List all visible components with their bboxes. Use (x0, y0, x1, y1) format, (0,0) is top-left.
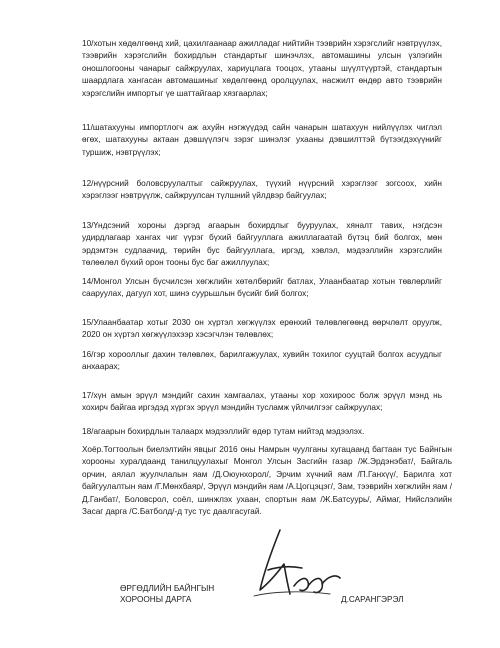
paragraph-item-18: 18/агаарын бохирдлын талаарх мэдээллийг өдөр тутам нийтэд мэдээлэх. (82, 427, 365, 436)
paragraph-item-12: 12/нүүрсний боловсруулалтыг сайжруулах, түүхий нүүрсний хэрэглээг зогсоох, хийн хэрэглээг нэвтрүүлж, сайжруулсан түлшний үйлдвэр байгуулах; (82, 179, 442, 201)
signatory-title (120, 583, 214, 605)
paragraph-item-10: 10/хотын хөдөлгөөнд хий, цахилгаанаар ажилладаг нийтийн тээврийн хэрэгслийг нэвтрүүлэх, тээврийн хэрэгслийн бохирдлын стандартыг шинэчлэх, автомашины улсын үзлэгийн оношлогооны чанарыг сайжруулах, хариуцлага тооцох, утааны шүүлтүүртэй, стандартын шаардлага хангасан автомашиныг хөдөлгөөнд оролцуулах, насжилт өндөр авто тээврийн хэрэгслийн импортыг үе шаттайгаар хязгаарлах; (82, 39, 442, 98)
paragraph-item-13: 13/Үндсэний хороны дэргэд агаарын бохирдлыг бууруулах, хяналт тавих, нэгдсэн удирдлагаар хангах чиг үүрэг бүхий байгууллага ажиллагаатай бүтэц бий болгох, мөн эрдэмтэн судлаачид, төрийн бус байгууллага, иргэд, хэвлэл, мэдээллийн хэрэгслийн төлөөлөл бүхий орон тооны бус баг ажиллуулах; (82, 221, 442, 268)
paragraph-item-15: 15/Улаанбаатар хотыг 2030 он хүртэл хөгжүүлэх ерөнхий төлөвлөгөөнд өөрчлөлт оруулж, 2020 он хүртэл хөгжүүлэхээр хэсэгчлэн төлөвлөх; (82, 318, 442, 340)
handwritten-signature (250, 520, 345, 602)
signatory-title-line2: ХОРООНЫ ДАРГА (120, 595, 192, 604)
signatory-name: Д.САРАНГЭРЭЛ (341, 595, 404, 604)
paragraph-item-11: 11/шатахууны импортлогч аж ахуйн нэгжүүдэд сайн чанарын шатахуун нийлүүлэх чиглэл өгөх, шатахууны актаан дэвшүүлэгч зэрэг шинэлэг ухааны дэвшилттэй бүтээгдэхүүнийг туршиж, нэвтрүүлэх; (82, 123, 442, 157)
paragraph-item-16: 16/гэр хорооллыг дахин төлөвлөх, барилгажуулах, хувийн тохилог сууцтай болгох асуудлыг анхаарах; (82, 350, 442, 372)
closing-paragraph: Хоёр.Тогтоолын биелэлтийн явцыг 2016 оны Намрын чуулганы хугацаанд багтаан тус Байнгын хорооны хуралдаанд танилцуулахыг Монгол Улсын Засгийн газар /Ж.Эрдэнэбат/, Байгаль орчин, аялал жуулчлалын яам /Д.Оюунхорол/, Эрчим хүчний яам /П.Ганхүү/, Барилга хот байгуулалтын яам /Г.Мөнхбаяр/, Эрүүл мэндийн яам /А.Цогцэцэг/, Зам, тээврийн хөгжлийн яам /Д.Ганбат/, Боловсрол, соёл, шинжлэх ухаан, спортын яам /Ж.Батсуурь/, Аймаг, Нийслэлийн Засаг дарга /С.Батболд/-д тус тус даалгасугай. (82, 445, 452, 517)
paragraph-item-14: 14/Монгол Улсын бүсчилсэн хөгжлийн хөтөлбөрийг батлах, Улаанбаатар хотын төвлөрлийг сааруулах, дагуул хот, шинэ суурьшлын бүсийг бий болгох; (82, 277, 442, 299)
signatory-title-line1: ӨРГӨДЛИЙН БАЙНГЫН (120, 584, 215, 593)
paragraph-item-17: 17/хүн амын эрүүл мэндийг сахин хамгаалах, утааны хор хохироос болж эрүүл мэнд нь хохирч байгаа иргэдэд хүргэх эрүүл мэндийн тусламж үйлчилгээг сайжруулах; (82, 391, 442, 413)
